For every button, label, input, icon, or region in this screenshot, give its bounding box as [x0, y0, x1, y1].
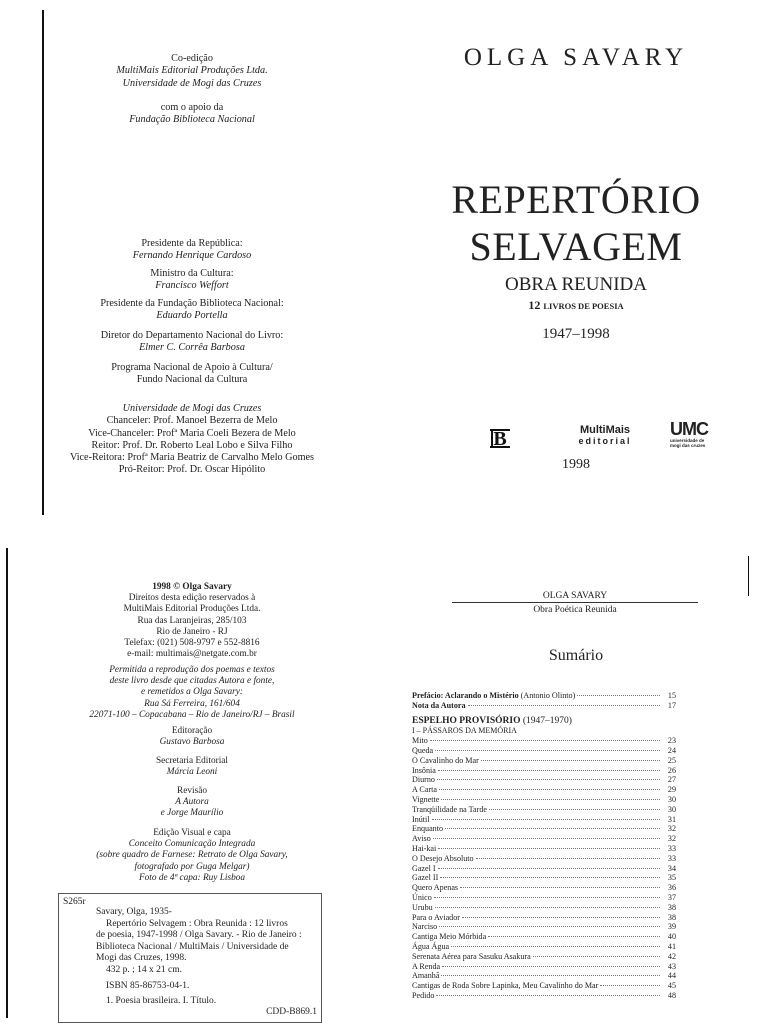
toc-page: 35	[667, 873, 676, 883]
copyright-title: 1998 © Olga Savary	[152, 582, 232, 592]
toc-label: Inútil	[412, 814, 430, 824]
toc-leader	[439, 789, 660, 790]
toc-leader	[441, 799, 660, 800]
coedition-block	[0, 53, 384, 90]
permission-line: Permitida a reprodução dos poemas e textos	[109, 665, 275, 675]
toc-page: 45	[667, 981, 676, 991]
toc-page: 33	[667, 843, 676, 853]
visual-credit-line: Edição Visual e capa	[153, 828, 231, 838]
toc-leader	[489, 809, 660, 810]
toc-leader	[432, 819, 660, 820]
credit-editing	[0, 726, 384, 748]
toc-row[interactable]	[412, 834, 676, 844]
support-institution: Fundação Biblioteca Nacional	[129, 114, 255, 126]
university-block	[0, 403, 384, 477]
books-count-line	[384, 298, 768, 313]
running-header	[452, 590, 698, 602]
credit-name: e Jorge Maurílio	[160, 808, 224, 819]
toc-row[interactable]	[412, 864, 676, 874]
official-name: Francisco Weffort	[155, 280, 229, 292]
official-name: Elmer C. Corrêa Barbosa	[139, 342, 245, 354]
toc-page: 36	[667, 883, 676, 893]
toc-page: 38	[667, 912, 676, 922]
toc-label: Mito	[412, 736, 428, 746]
support-block	[0, 102, 384, 127]
toc-leader	[435, 907, 660, 908]
program-line: Fundo Nacional da Cultura	[136, 374, 248, 386]
toc-page: 15	[667, 691, 676, 700]
toc-leader	[468, 705, 660, 706]
catalog-line: 432 p. ; 14 x 21 cm.	[106, 964, 182, 975]
fbn-logo-letter: B	[493, 428, 507, 450]
toc-row[interactable]	[412, 701, 676, 711]
official-president	[0, 238, 384, 263]
toc-label: Urubu	[412, 902, 433, 912]
publication-year: 1998	[562, 457, 590, 472]
toc-leader	[436, 995, 660, 996]
toc-page: 37	[667, 892, 676, 902]
toc-row[interactable]	[412, 962, 676, 972]
toc-leader	[488, 936, 660, 937]
title-page	[384, 0, 768, 520]
visual-credit-line: Foto de 4ª capa: Ruy Lisboa	[138, 872, 246, 883]
toc-section-heading	[412, 717, 676, 727]
toc-row[interactable]	[412, 942, 676, 952]
toc-page: 17	[667, 700, 676, 710]
catalog-line: Biblioteca Nacional / MultiMais / Universidade de	[96, 941, 289, 952]
toc-row[interactable]	[412, 785, 676, 795]
toc-row[interactable]	[412, 815, 676, 825]
toc-leader	[438, 770, 660, 771]
copyright-line: Rio de Janeiro - RJ	[156, 626, 228, 637]
multimais-logo-sub: editorial	[578, 436, 632, 446]
credit-role: Revisão	[177, 786, 207, 796]
toc-page: 30	[667, 804, 676, 814]
toc-row[interactable]	[412, 971, 676, 981]
toc-leader	[481, 760, 660, 761]
toc-page: 29	[667, 785, 676, 795]
toc-page: 32	[667, 834, 676, 844]
title-line: SELVAGEM	[469, 224, 683, 269]
catalog-cdd: CDD-B869.1	[266, 1007, 317, 1018]
multimais-logo	[570, 424, 640, 446]
toc-page: 39	[667, 922, 676, 932]
coedition-publisher: MultiMais Editorial Produções Ltda.	[116, 65, 268, 77]
coedition-label: Co-edição	[171, 53, 213, 64]
official-dnl	[0, 330, 384, 355]
catalog-line: de poesia, 1947-1998 / Olga Savary. - Rio de Janeiro :	[96, 930, 302, 941]
toc-page: 48	[667, 990, 676, 1000]
toc-label: Gazel I	[412, 863, 436, 873]
toc-page: 26	[667, 765, 676, 775]
toc-label: Narciso	[412, 922, 438, 932]
author-name: OLGA SAVARY	[463, 44, 689, 71]
permission-line: Rua Sá Ferreira, 161/604	[144, 698, 240, 709]
copyright-line: Telefax: (021) 508-9797 e 552-8816	[124, 638, 260, 649]
toc-label: O Cavalinho do Mar	[412, 755, 479, 765]
official-role: Ministro da Cultura:	[150, 268, 234, 279]
toc-leader	[434, 897, 660, 898]
toc-leader	[445, 828, 660, 829]
section-title: ESPELHO PROVISÓRIO	[412, 715, 521, 726]
toc-leader	[533, 956, 660, 957]
toc-label: Diurno	[412, 775, 435, 785]
toc-page: 32	[667, 824, 676, 834]
toc-leader	[460, 887, 660, 888]
header-rule	[452, 602, 698, 603]
university-officer: Vice-Reitora: Profª Maria Beatriz de Carvalho Melo Gomes	[69, 452, 315, 464]
catalog-subjects: 1. Poesia brasileira. I. Título.	[106, 996, 217, 1007]
toc-leader	[435, 750, 660, 751]
catalog-body	[96, 907, 318, 1008]
toc-label: Insônia	[412, 765, 436, 775]
toc-leader	[442, 966, 660, 967]
copyright-line: Direitos desta edição reservados à	[128, 593, 256, 604]
multimais-logo-name: MultiMais	[579, 424, 631, 436]
fbn-monogram-icon	[488, 424, 512, 452]
toc-page: 31	[667, 814, 676, 824]
visual-credit-line: (sobre quadro de Farnese: Retrato de Olga Savary,	[96, 850, 288, 861]
university-name: Universidade de Mogi das Cruzes	[122, 403, 262, 414]
toc-row[interactable]	[412, 756, 676, 766]
toc-page: 44	[667, 971, 676, 981]
toc-label: Serenata Aérea para Sasuku Asakura	[412, 951, 531, 961]
toc-page: 42	[667, 951, 676, 961]
toc-page: 38	[667, 902, 676, 912]
toc-page: 23	[667, 736, 676, 746]
credit-revision	[0, 786, 384, 820]
official-fbn	[0, 298, 384, 323]
toc-label: Hai-kai	[412, 843, 437, 853]
toc-label: Gazel II	[412, 873, 439, 883]
toc-label: Nota da Autora	[412, 700, 466, 710]
credit-secretary	[0, 756, 384, 778]
support-label: com o apoio da	[160, 102, 224, 113]
toc-label: O Desejo Absoluto	[412, 853, 474, 863]
toc-label: A Carta	[412, 785, 437, 795]
catalog-card	[58, 893, 322, 1023]
fbn-logo-icon	[488, 424, 512, 452]
toc-row[interactable]	[412, 795, 676, 805]
copyright-page	[0, 545, 384, 1024]
contents-title: Sumário	[548, 647, 604, 664]
permission-block	[0, 665, 384, 721]
university-officer: Vice-Chanceler: Profª Maria Coeli Bezera de Melo	[88, 427, 296, 439]
toc-page: 41	[667, 941, 676, 951]
copyright-block	[0, 582, 384, 660]
umc-logo-sub: universidade de mogi das cruzes	[670, 438, 706, 448]
toc-row[interactable]	[412, 932, 676, 942]
section-years: (1947–1970)	[520, 715, 572, 726]
umc-logo	[670, 420, 710, 448]
toc-leader	[476, 858, 660, 859]
toc-page: 43	[667, 961, 676, 971]
toc-page: 24	[667, 745, 676, 755]
credit-name: Márcia Leoni	[166, 767, 218, 778]
toc-subsection-heading: I – PÁSSAROS DA MEMÓRIA	[412, 726, 517, 736]
permission-line: 22071-100 – Copacabana – Rio de Janeiro/RJ – Brasil	[89, 709, 295, 720]
toc-row[interactable]	[412, 952, 676, 962]
credit-name: Gustavo Barbosa	[159, 737, 225, 748]
toc-page: 25	[667, 755, 676, 765]
toc-leader	[577, 695, 660, 696]
toc-leader	[438, 848, 660, 849]
toc-row[interactable]	[412, 805, 676, 815]
visual-credit-line: Conceito Comunicação Integrada	[128, 839, 256, 850]
toc-row[interactable]	[412, 903, 676, 913]
toc-label: Tranqüilidade na Tarde	[412, 804, 487, 814]
toc-label: Prefácio: Aclarando o Mistério	[412, 691, 519, 700]
toc-row[interactable]	[412, 883, 676, 893]
copyright-line: e-mail: multimais@netgate.com.br	[127, 649, 257, 660]
coedition-university: Universidade de Mogi das Cruzes	[122, 77, 262, 89]
toc-label: A Renda	[412, 961, 441, 971]
toc-label: Pedido	[412, 990, 435, 1000]
book-years: 1947–1998	[542, 326, 610, 342]
toc-row[interactable]	[412, 991, 676, 1001]
umc-logo-name: UMC	[670, 419, 708, 439]
program-line: Programa Nacional de Apoio à Cultura/	[111, 362, 273, 373]
university-officer: Chanceler: Prof. Manoel Bezerra de Melo	[106, 415, 278, 427]
university-officer: Pró-Reitor: Prof. Dr. Oscar Hipólito	[118, 464, 266, 476]
toc-leader	[439, 926, 660, 927]
toc-label: Único	[412, 892, 432, 902]
toc-page: 30	[667, 794, 676, 804]
book-title	[384, 176, 768, 270]
credit-role: Secretaria Editorial	[155, 756, 228, 766]
toc-label: Aviso	[412, 834, 431, 844]
toc-leader	[441, 975, 660, 976]
toc-label: Amanhã	[412, 971, 440, 981]
toc-front-matter	[412, 691, 676, 1001]
toc-leader	[440, 877, 660, 878]
toc-row[interactable]	[412, 766, 676, 776]
catalog-line: Repertório Selvagem : Obra Reunida : 12 livros	[106, 918, 288, 929]
permission-line: deste livro desde que citadas Autora e fonte,	[109, 676, 275, 687]
book-subtitle: OBRA REUNIDA	[505, 274, 647, 295]
toc-leader	[451, 946, 660, 947]
toc-leader	[462, 917, 660, 918]
copyright-line: Rua das Laranjeiras, 285/103	[137, 615, 247, 626]
toc-row[interactable]	[412, 824, 676, 834]
credit-role: Editoração	[171, 726, 213, 736]
visual-credit-line: fotografado por Guga Melgar)	[134, 861, 250, 872]
toc-row[interactable]	[412, 873, 676, 883]
official-role: Presidente da República:	[141, 238, 243, 249]
official-pronac	[0, 362, 384, 387]
toc-row[interactable]	[412, 981, 676, 991]
toc-label: Vignette	[412, 794, 440, 804]
official-minister	[0, 268, 384, 293]
credit-name: A Autora	[175, 797, 209, 808]
toc-label: Quero Apenas	[412, 883, 459, 893]
toc-row[interactable]	[412, 736, 676, 746]
title-line: REPERTÓRIO	[451, 177, 701, 222]
official-role: Presidente da Fundação Biblioteca Nacional:	[100, 298, 284, 309]
toc-leader	[438, 868, 660, 869]
catalog-code: S265r	[63, 897, 86, 907]
header-subtitle: Obra Poética Reunida	[533, 605, 617, 615]
books-label: LIVROS DE POESIA	[543, 301, 624, 311]
toc-label: Água Água	[412, 941, 450, 951]
header-author: OLGA SAVARY	[542, 591, 608, 601]
toc-row[interactable]	[412, 844, 676, 854]
official-name: Eduardo Portella	[156, 310, 228, 322]
toc-label: Para o Aviador	[412, 912, 460, 922]
toc-page: 33	[667, 853, 676, 863]
toc-label: Queda	[412, 745, 434, 755]
official-role: Diretor do Departamento Nacional do Livro:	[100, 330, 284, 341]
toc-leader	[600, 985, 660, 986]
toc-leader	[437, 779, 660, 780]
toc-row[interactable]	[412, 922, 676, 932]
toc-row[interactable]	[412, 854, 676, 864]
toc-label: Cantiga Meio Mórbida	[412, 932, 487, 942]
toc-row[interactable]	[412, 913, 676, 923]
visual-credits	[0, 828, 384, 884]
toc-row[interactable]	[412, 691, 676, 701]
books-count: 12	[528, 298, 541, 312]
catalog-isbn: ISBN 85-86753-04-1.	[106, 980, 190, 991]
toc-entries	[412, 736, 676, 1001]
university-officer: Reitor: Prof. Dr. Roberto Leal Lobo e Silva Filho	[91, 439, 293, 451]
toc-page: 40	[667, 932, 676, 942]
catalog-line: Savary, Olga, 1935-	[96, 907, 172, 917]
toc-page: 34	[667, 863, 676, 873]
official-name: Fernando Henrique Cardoso	[132, 250, 252, 262]
toc-leader	[433, 838, 660, 839]
contents-page	[384, 545, 768, 1024]
toc-leader	[430, 740, 660, 741]
toc-row[interactable]	[412, 893, 676, 903]
toc-row[interactable]	[412, 746, 676, 756]
credits-page	[0, 0, 384, 520]
copyright-line: MultiMais Editorial Produções Ltda.	[123, 604, 261, 615]
toc-row[interactable]	[412, 775, 676, 785]
catalog-line: Mogi das Cruzes, 1998.	[96, 953, 187, 964]
toc-label: Enquanto	[412, 824, 444, 834]
toc-label-extra: (Antonio Olinto)	[518, 691, 576, 700]
toc-page: 27	[667, 775, 676, 785]
toc-label: Cantigas de Roda Sobre Lapinka, Meu Cavalinho do Mar	[412, 981, 599, 991]
permission-line: e remetidos a Olga Savary:	[141, 687, 243, 698]
